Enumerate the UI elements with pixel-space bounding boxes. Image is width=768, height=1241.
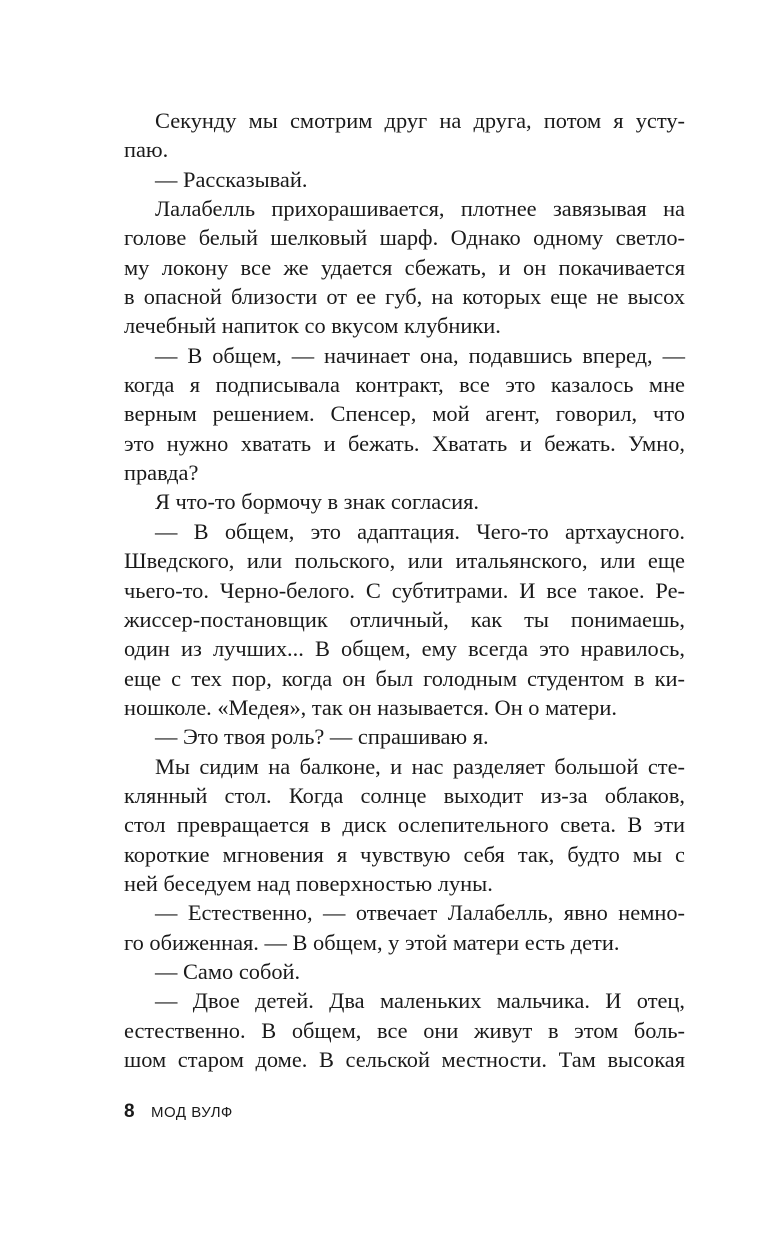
text-line: Секунду мы смотрим друг на друга, потом я усту- xyxy=(155,108,685,133)
text-line: это нужно хватать и бежать. Хватать и бежать. Умно, xyxy=(124,430,685,456)
text-line: Лалабелль прихорашивается, плотнее завязывая на xyxy=(155,196,685,222)
text-line: ней беседуем над поверхностью луны. xyxy=(124,870,493,896)
text-line: — В общем, это адаптация. Чего-то артхаусного. xyxy=(155,518,685,544)
text-line: Я что-то бормочу в знак согласия. xyxy=(155,489,480,515)
text-line: — В общем, — начинает она, подавшись вперед, — xyxy=(155,342,685,368)
text-line: правда? xyxy=(124,460,199,486)
text-line: чьего-то. Черно-белого. С субтитрами. И все такое. Ре- xyxy=(124,577,685,603)
text-line: лечебный напиток со вкусом клубники. xyxy=(124,313,501,339)
page-footer xyxy=(124,1101,233,1123)
running-head-author: МОД ВУЛФ xyxy=(151,1104,233,1121)
text-line: — Двое детей. Два маленьких мальчика. И отец, xyxy=(155,988,685,1014)
text-line: естественно. В общем, все они живут в этом боль- xyxy=(124,1017,685,1043)
text-line: му локону все же удается сбежать, и он покачивается xyxy=(124,254,685,280)
body-text xyxy=(124,106,685,1074)
text-line: ношколе. «Медея», так он называется. Он о матери. xyxy=(124,694,617,720)
text-line: один из лучших... В общем, ему всегда это нравилось, xyxy=(124,636,685,662)
text-line: шом старом доме. В сельской местности. Там высокая xyxy=(124,1047,685,1072)
text-line: — Само собой. xyxy=(155,958,301,984)
text-line: клянный стол. Когда солнце выходит из-за облаков, xyxy=(124,782,685,808)
text-line: голове белый шелковый шарф. Однако одному светло- xyxy=(124,225,685,251)
text-line: в опасной близости от ее губ, на которых еще не высох xyxy=(124,284,685,310)
text-line: — Естественно, — отвечает Лалабелль, явно немно- xyxy=(155,900,685,926)
page-number: 8 xyxy=(124,1101,135,1122)
text-line: когда я подписывала контракт, все это казалось мне xyxy=(124,372,685,398)
text-line: короткие мгновения я чувствую себя так, будто мы с xyxy=(124,841,685,867)
text-line: Мы сидим на балконе, и нас разделяет большой сте- xyxy=(155,753,685,779)
text-line: еще с тех пор, когда он был голодным студентом в ки- xyxy=(124,665,685,691)
text-line: верным решением. Спенсер, мой агент, говорил, что xyxy=(124,401,685,427)
text-line: стол превращается в диск ослепительного света. В эти xyxy=(124,812,685,838)
text-line: жиссер-постановщик отличный, как ты понимаешь, xyxy=(124,606,685,632)
text-line: — Это твоя роль? — спрашиваю я. xyxy=(155,724,489,750)
text-line: го обиженная. — В общем, у этой матери есть дети. xyxy=(124,929,620,955)
text-line: — Рассказывай. xyxy=(155,166,308,192)
text-line: паю. xyxy=(124,137,169,163)
text-line: Шведского, или польского, или итальянского, или еще xyxy=(124,548,685,574)
